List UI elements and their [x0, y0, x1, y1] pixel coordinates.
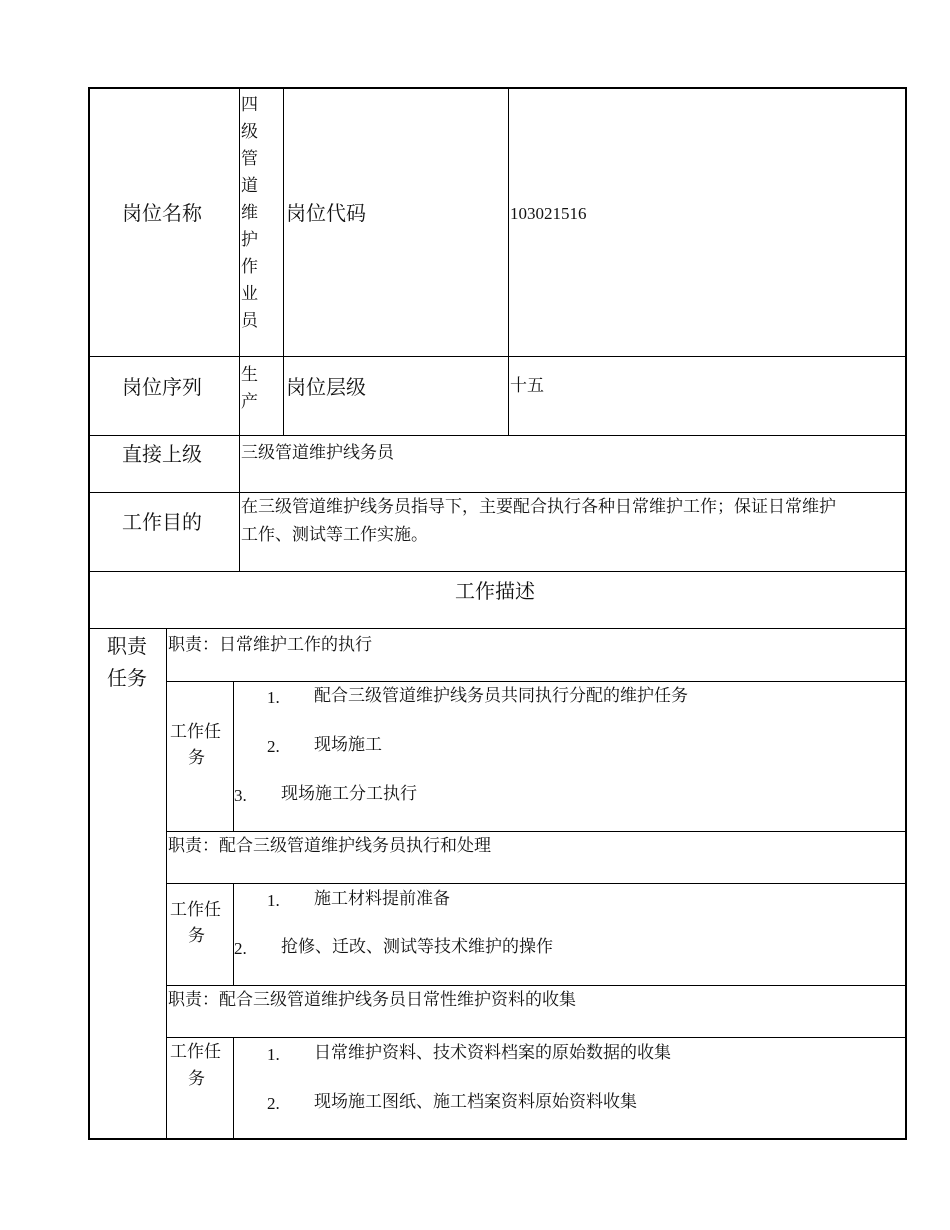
- task-text: 日常维护资料、技术资料档案的原始数据的收集: [314, 1043, 671, 1063]
- duties-label: 职责: [107, 634, 147, 658]
- direct-superior-label: 直接上级: [122, 442, 202, 466]
- work-purpose-line: 工作、测试等工作实施。: [241, 525, 428, 545]
- row-divider: [88, 571, 907, 572]
- task-text: 现场施工图纸、施工档案资料原始资料收集: [314, 1092, 637, 1112]
- task-number: 2.: [234, 939, 247, 958]
- position-code-label: 岗位代码: [286, 201, 366, 225]
- task-text: 配合三级管道维护线务员共同执行分配的维护任务: [314, 686, 688, 706]
- duty-title: 职责：配合三级管道维护线务员执行和处理: [168, 836, 491, 856]
- row-divider: [166, 985, 907, 986]
- position-level-label: 岗位层级: [286, 375, 366, 399]
- row-divider: [88, 492, 907, 493]
- col-divider: [233, 1037, 234, 1139]
- position-name-char: 道: [241, 176, 258, 196]
- task-label: 务: [188, 926, 205, 946]
- position-level-value: 十五: [510, 376, 544, 396]
- position-name-char: 护: [241, 230, 258, 250]
- col-divider: [233, 883, 234, 985]
- duty-title: 职责：日常维护工作的执行: [168, 635, 372, 655]
- position-name-char: 维: [241, 203, 258, 223]
- col-divider: [239, 87, 240, 572]
- row-divider: [88, 628, 907, 629]
- task-label: 务: [188, 1069, 205, 1089]
- task-label: 务: [188, 748, 205, 768]
- work-description-title: 工作描述: [455, 579, 535, 603]
- col-divider: [233, 681, 234, 831]
- direct-superior-value: 三级管道维护线务员: [241, 443, 394, 463]
- position-name-char: 管: [241, 149, 258, 169]
- position-name-char: 业: [241, 284, 258, 304]
- table-border-left: [88, 87, 90, 1140]
- task-number: 2.: [267, 737, 280, 756]
- position-sequence-value: [241, 362, 281, 412]
- position-sequence-label: 岗位序列: [122, 375, 202, 399]
- row-divider: [88, 356, 907, 357]
- table-border-right: [905, 87, 907, 1140]
- work-purpose-line: 在三级管道维护线务员指导下，主要配合执行各种日常维护工作；保证日常维护: [241, 497, 836, 517]
- task-number: 2.: [267, 1094, 280, 1113]
- position-name-char: 级: [241, 122, 258, 142]
- col-divider: [283, 87, 284, 436]
- work-purpose-label: 工作目的: [122, 510, 202, 534]
- task-number: 1.: [267, 1045, 280, 1064]
- task-number: 1.: [267, 688, 280, 707]
- col-divider: [508, 87, 509, 436]
- duties-label: 任务: [107, 666, 147, 690]
- position-sequence-char: 生: [241, 365, 258, 385]
- position-sequence-char: 产: [241, 392, 258, 412]
- task-text: 施工材料提前准备: [314, 889, 450, 909]
- task-label: 工作任: [170, 900, 221, 920]
- row-divider: [166, 831, 907, 832]
- row-divider: [166, 681, 907, 682]
- task-text: 抢修、迁改、测试等技术维护的操作: [281, 937, 553, 957]
- task-text: 现场施工分工执行: [281, 784, 417, 804]
- task-number: 3.: [234, 786, 247, 805]
- position-code-value: 103021516: [510, 204, 587, 223]
- position-name-char: 员: [241, 311, 258, 331]
- task-number: 1.: [267, 891, 280, 910]
- task-text: 现场施工: [314, 735, 382, 755]
- row-divider: [166, 1037, 907, 1038]
- row-divider: [166, 883, 907, 884]
- row-divider: [88, 435, 907, 436]
- task-label: 工作任: [170, 1042, 221, 1062]
- task-label: 工作任: [170, 722, 221, 742]
- position-name-char: 四: [241, 95, 258, 115]
- position-name-char: 作: [241, 257, 258, 277]
- position-name-label: 岗位名称: [122, 201, 202, 225]
- position-name-value: [241, 92, 281, 335]
- table-border-bottom: [88, 1138, 907, 1140]
- table-border-top: [88, 87, 907, 89]
- duty-title: 职责：配合三级管道维护线务员日常性维护资料的收集: [168, 990, 576, 1010]
